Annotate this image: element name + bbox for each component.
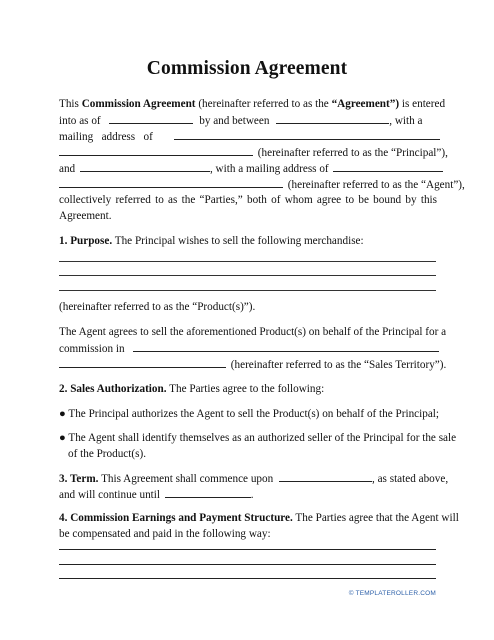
- intro-line-7: collectively referred to as the “Parties,” both of whom agree to be bound by this: [59, 194, 437, 206]
- intro-line-4: [59, 144, 448, 161]
- principal-address-blank-1[interactable]: [174, 128, 440, 140]
- bullet-2-line-2: of the Product(s).: [68, 448, 146, 460]
- products-def: (hereinafter referred to as the “Product(s)”).: [59, 301, 256, 313]
- sales-territory-def: (hereinafter referred to as the “Sales Territory”).: [230, 359, 447, 371]
- intro-line-6: [59, 176, 465, 193]
- section-1-text: The Principal wishes to sell the following merchandise:: [114, 235, 364, 247]
- intro-hereinafter: (hereinafter referred to as the: [198, 98, 329, 110]
- intro-line-3: [59, 128, 437, 145]
- term-commence: This Agreement shall commence upon: [101, 473, 274, 485]
- intro-and: and: [59, 163, 76, 175]
- bullet-2-text: The Agent shall identify themselves as an authorized seller of the Principal for the sale: [68, 432, 457, 444]
- section-1-heading: 1. Purpose.: [59, 235, 113, 247]
- intro-with-mailing-address: , with a mailing address of: [209, 163, 329, 175]
- intro-line-8: Agreement.: [59, 210, 112, 222]
- intro-line-2: [59, 112, 437, 129]
- bullet-2-line-1: [59, 430, 457, 446]
- document-title: Commission Agreement: [146, 58, 348, 79]
- agent-address-blank-1[interactable]: [333, 160, 443, 172]
- intro-by-and-between: by and between: [199, 115, 270, 127]
- intro-agreement-quote: “Agreement”): [331, 98, 400, 110]
- footer-credit[interactable]: © TEMPLATEROLLER.COM: [348, 590, 436, 597]
- bullet-icon: ●: [59, 432, 66, 444]
- intro-with-a: , with a: [389, 115, 423, 127]
- merchandise-line-3[interactable]: [59, 290, 436, 291]
- section-1-line: [59, 233, 437, 249]
- intro-into-as-of: into as of: [59, 115, 101, 127]
- section-4-line-1: [59, 510, 459, 526]
- bullet-1: [59, 406, 440, 422]
- intro-principal-def: (hereinafter referred to as the “Principal”),: [257, 147, 448, 159]
- intro-line-1: [59, 96, 446, 112]
- section-3-line-1: [59, 470, 449, 487]
- intro-agreement-name: Commission Agreement: [81, 98, 196, 110]
- term-continue-until: and will continue until: [59, 489, 160, 501]
- commission-in: commission in: [59, 343, 125, 355]
- principal-address-blank-2[interactable]: [59, 144, 253, 156]
- agent-name-blank[interactable]: [80, 160, 210, 172]
- principal-name-blank[interactable]: [276, 112, 389, 124]
- date-blank[interactable]: [109, 112, 193, 124]
- end-date-blank[interactable]: [165, 486, 251, 498]
- intro-this: This: [59, 98, 79, 110]
- section-1-p2-line-3: [59, 356, 447, 373]
- agent-address-blank-2[interactable]: [59, 176, 283, 188]
- section-2-line: [59, 381, 437, 397]
- section-2-heading: 2. Sales Authorization.: [59, 383, 167, 395]
- term-period: .: [250, 489, 254, 501]
- intro-entered: is entered: [401, 98, 446, 110]
- section-3-heading: 3. Term.: [59, 473, 99, 485]
- bullet-icon: ●: [59, 408, 66, 420]
- bullet-1-text: The Principal authorizes the Agent to sell the Product(s) on behalf of the Principal;: [68, 408, 440, 420]
- section-1-p2-line-2: [59, 340, 437, 357]
- term-stated-above: , as stated above,: [372, 473, 449, 485]
- territory-blank-1[interactable]: [133, 340, 439, 352]
- section-3-line-2: [59, 486, 437, 503]
- territory-blank-2[interactable]: [59, 356, 226, 368]
- intro-mailing-address-of: mailing address of: [59, 131, 153, 143]
- payment-line-3[interactable]: [59, 578, 436, 579]
- section-4-line-2: be compensated and paid in the following way:: [59, 528, 271, 540]
- intro-line-5: [59, 160, 437, 177]
- merchandise-line-2[interactable]: [59, 275, 436, 276]
- section-1-p2-line-1: The Agent agrees to sell the aforementioned Product(s) on behalf of the Principal for a: [59, 326, 447, 338]
- section-2-text: The Parties agree to the following:: [169, 383, 325, 395]
- merchandise-line-1[interactable]: [59, 261, 436, 262]
- payment-line-1[interactable]: [59, 549, 436, 550]
- start-date-blank[interactable]: [279, 470, 372, 482]
- section-4-text: The Parties agree that the Agent will: [295, 512, 459, 524]
- section-4-heading: 4. Commission Earnings and Payment Structure.: [59, 512, 293, 524]
- payment-line-2[interactable]: [59, 564, 436, 565]
- intro-agent-def: (hereinafter referred to as the “Agent”),: [287, 179, 465, 191]
